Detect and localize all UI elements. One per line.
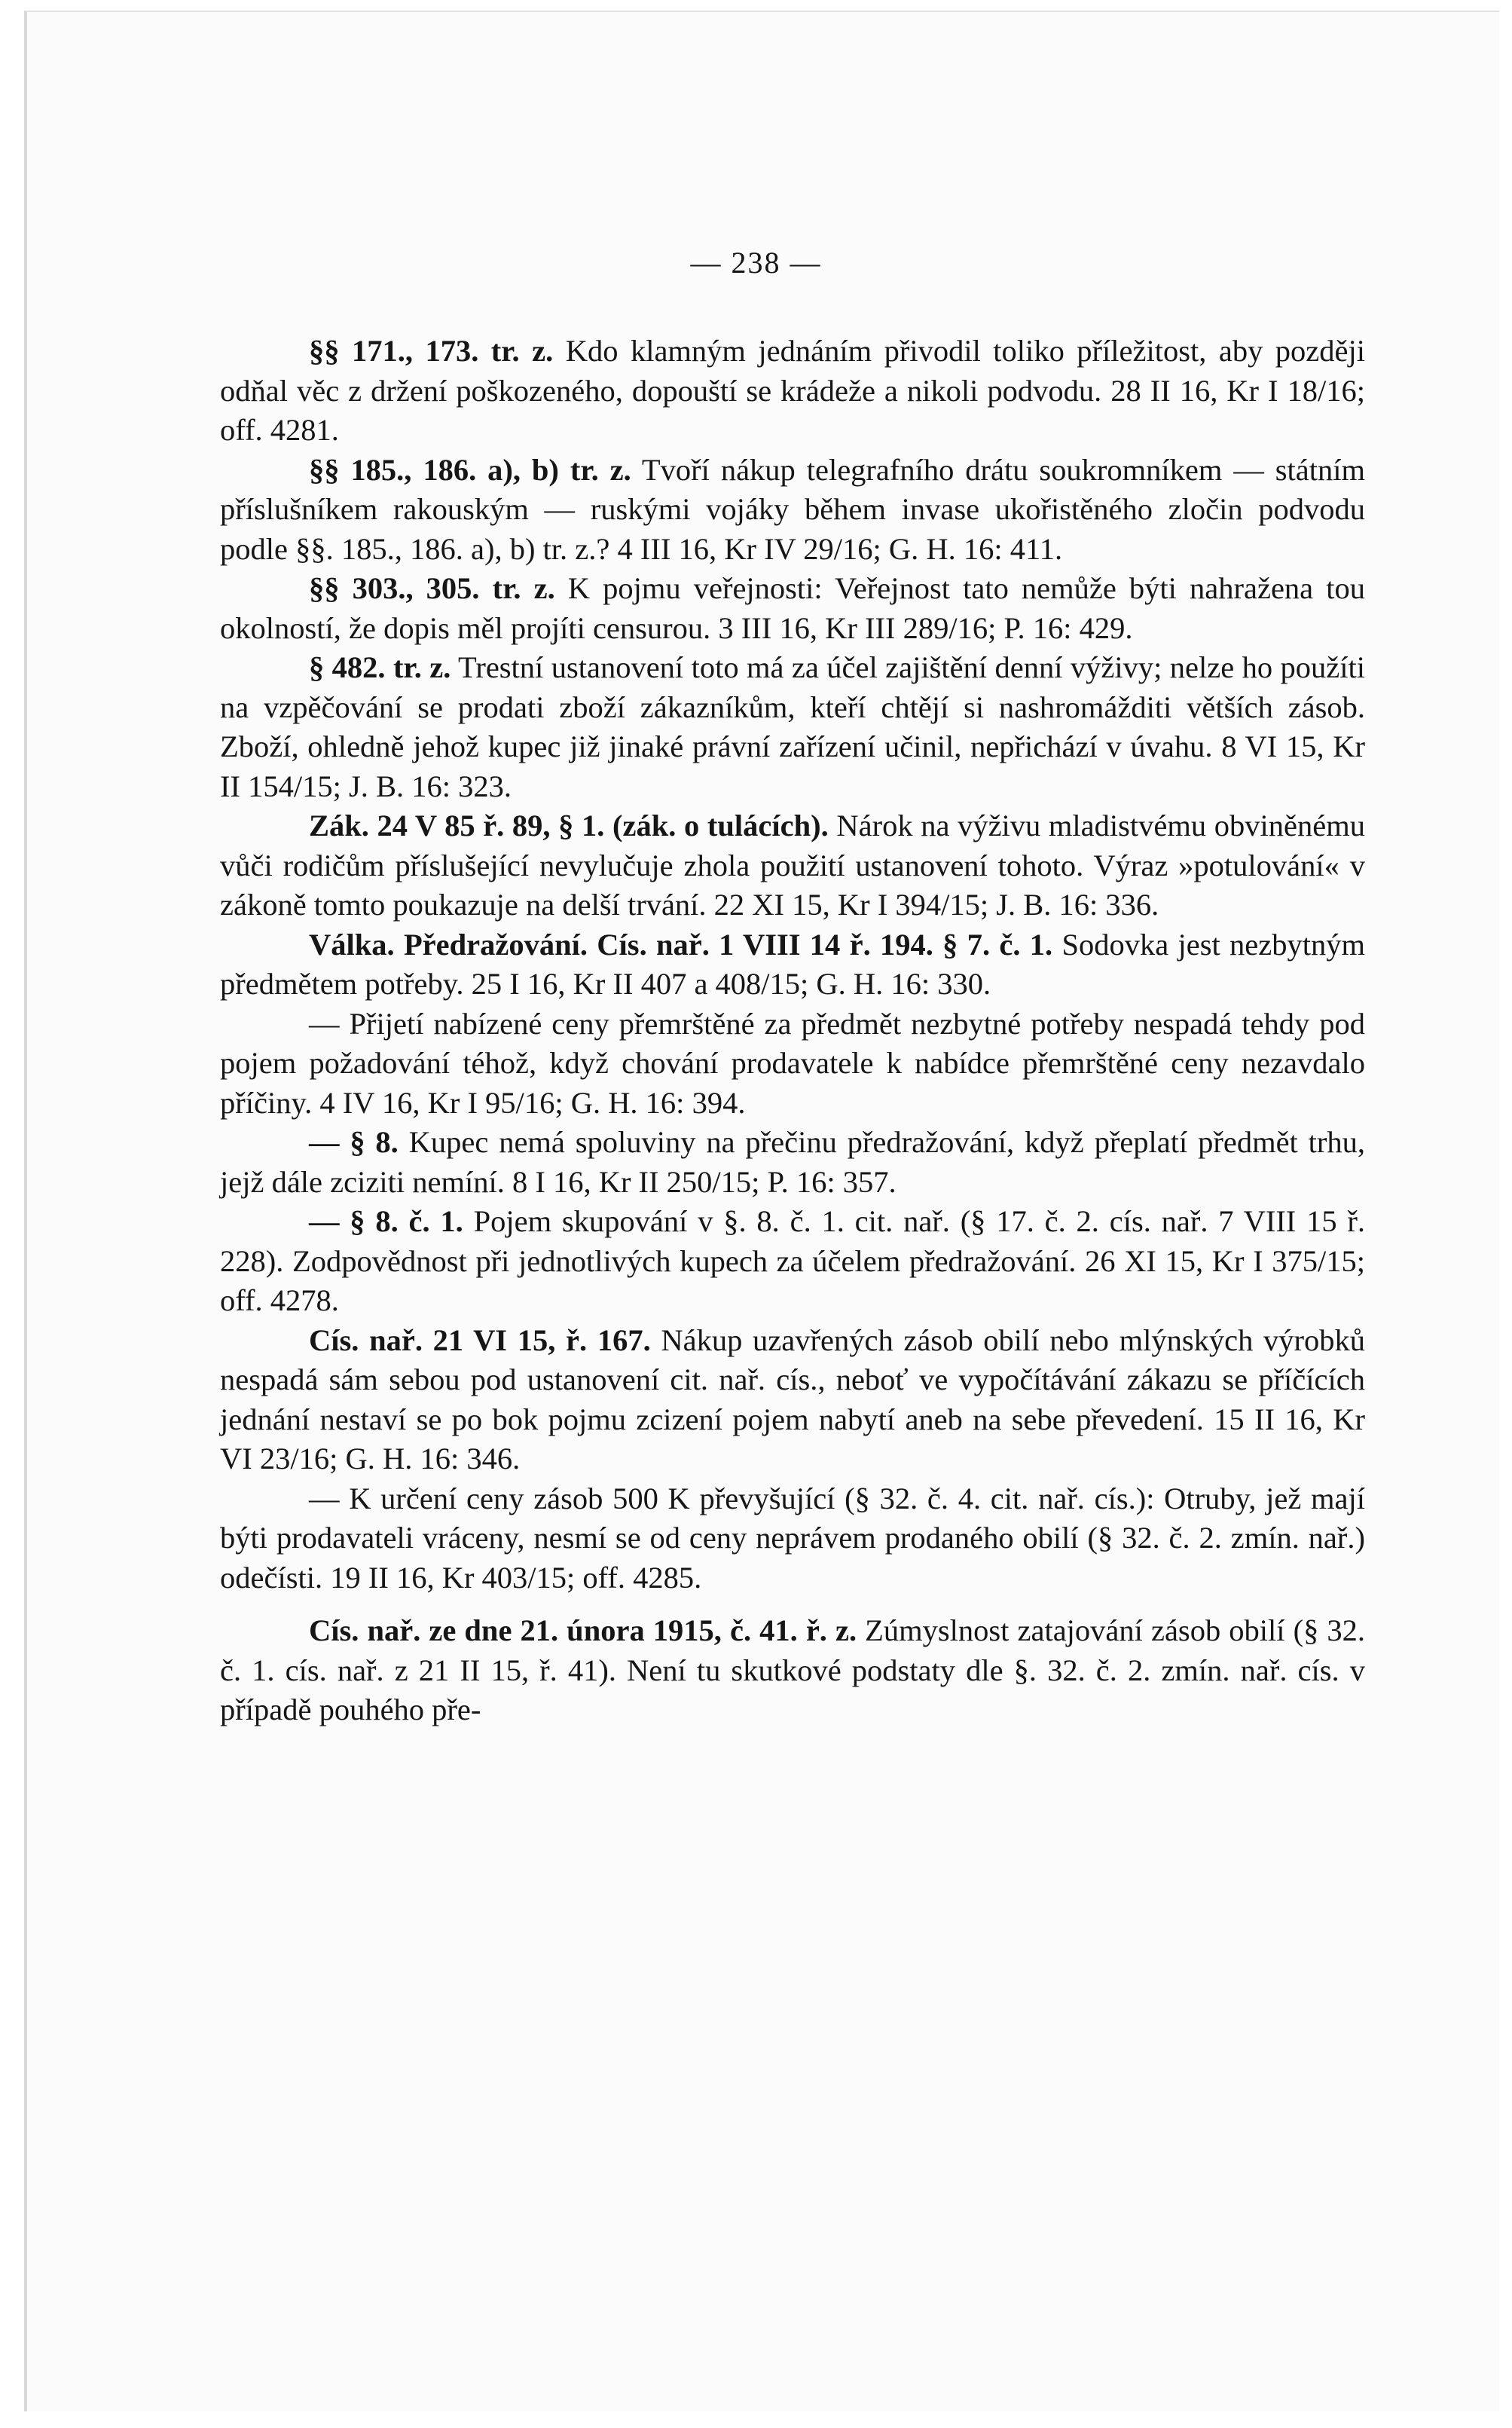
entry-2 (220, 451, 1365, 570)
entry-text: Pojem skupování v §. 8. č. 1. cit. nař. (§ 17. č. 2. cís. nař. 7 VIII 15 ř. 228). Zodpovědnost při jednotlivých kupech za účelem předražování. 26 XI 15, Kr I 375/15; off. 4278. (220, 1204, 1366, 1317)
entry-5 (220, 806, 1365, 925)
entry-heading: §§ 185., 186. a), b) tr. z. (309, 452, 631, 487)
entry-1 (220, 332, 1365, 451)
entry-text: Trestní ustanovení toto má za účel zajištění denní výživy; nelze ho použíti na vzpěčování se prodati zboží zákazníkům, kteří chtějí si nashromážditi větších zásob. Zboží, ohledně jehož kupec již jinaké právní zařízení učinil, nepřichází v úvahu. 8 VI 15, Kr II 154/15; J. B. 16: 323. (220, 650, 1365, 803)
entry-heading: §§ 171., 173. tr. z. (309, 334, 554, 368)
entry-11 (220, 1479, 1365, 1598)
entry-text: Nákup uzavřených zásob obilí nebo mlýnských výrobků nespadá sám sebou pod ustanovení cit. nař. cís., neboť ve vypočítávání zákazu se příčících jednání nestaví se po bok pojmu zcizení pojem nabytí aneb na sebe převedení. 15 II 16, Kr VI 23/16; G. H. 16: 346. (220, 1323, 1366, 1475)
entry-heading: § 482. tr. z. (309, 650, 451, 684)
entry-heading: — § 8. č. 1. (309, 1204, 463, 1238)
entry-6 (220, 925, 1365, 1005)
page-number: — 238 — (690, 246, 822, 280)
entry-text: Nárok na výživu mladistvému obviněnému vůči rodičům příslušející nevylučuje zhola použití ustanovení tohoto. Výraz »potulování« v zákoně tomto poukazuje na delší trvání. 22 XI 15, Kr I 394/15; J. B. 16: 336. (220, 809, 1365, 922)
entry-text: — Přijetí nabízené ceny přemrštěné za předmět nezbytné potřeby nespadá tehdy pod pojem požadování téhož, když chování prodavatele k nabídce přemrštěné ceny nezavdalo příčiny. 4 IV 16, Kr I 95/16; G. H. 16: 394. (220, 1006, 1365, 1120)
entry-text: Kupec nemá spoluviny na přečinu předražování, když přeplatí předmět trhu, jejž dále zciziti nemíní. 8 I 16, Kr II 250/15; P. 16: 357. (220, 1125, 1366, 1199)
entry-3 (220, 569, 1365, 648)
entry-heading: Cís. nař. 21 VI 15, ř. 167. (309, 1323, 651, 1357)
entry-heading: — § 8. (309, 1125, 399, 1159)
entry-heading: Zák. 24 V 85 ř. 89, § 1. (zák. o tulácích). (309, 809, 829, 842)
entry-heading: Cís. nař. ze dne 21. února 1915, č. 41. ř. z. (309, 1613, 857, 1647)
entry-4 (220, 648, 1365, 806)
entry-heading: §§ 303., 305. tr. z. (309, 571, 555, 605)
entry-heading: Válka. Předražování. Cís. nař. 1 VIII 14 ř. 194. § 7. č. 1. (309, 927, 1053, 962)
entry-text: Kdo klamným jednáním přivodil toliko příležitost, aby později odňal věc z držení poškozeného, dopouští se krádeže a nikoli podvodu. 28 II 16, Kr I 18/16; off. 4281. (220, 334, 1365, 447)
entry-7 (220, 1005, 1365, 1124)
entry-text: Tvoří nákup telegrafního drátu soukromníkem — státním příslušníkem rakouským — ruskými vojáky během invase ukořistěného zločin podvodu podle §§. 185., 186. a), b) tr. z.? 4 III 16, Kr IV 29/16; G. H. 16: 411. (220, 452, 1365, 566)
entry-10 (220, 1321, 1365, 1479)
entry-12 (220, 1611, 1365, 1730)
entry-text: Sodovka jest nezbytným předmětem potřeby. 25 I 16, Kr II 407 a 408/15; G. H. 16: 330. (220, 927, 1365, 1001)
entry-9 (220, 1202, 1365, 1321)
page-body (220, 332, 1365, 1730)
entry-8 (220, 1123, 1365, 1202)
entry-text: Zúmyslnost zatajování zásob obilí (§ 32. č. 1. cís. nař. z 21 II 15, ř. 41). Není tu skutkové podstaty dle §. 32. č. 2. zmín. nař. cís. v případě pouhého pře- (220, 1613, 1366, 1726)
entry-text: — K určení ceny zásob 500 K převyšující (§ 32. č. 4. cit. nař. cís.): Otruby, jež mají býti prodavateli vráceny, nesmí se od ceny neprávem prodaného obilí (§ 32. č. 2. zmín. nař.) odečísti. 19 II 16, Kr 403/15; off. 4285. (220, 1481, 1365, 1595)
entry-text: K pojmu veřejnosti: Veřejnost tato nemůže býti nahražena tou okolností, že dopis měl projíti censurou. 3 III 16, Kr III 289/16; P. 16: 429. (220, 571, 1365, 645)
